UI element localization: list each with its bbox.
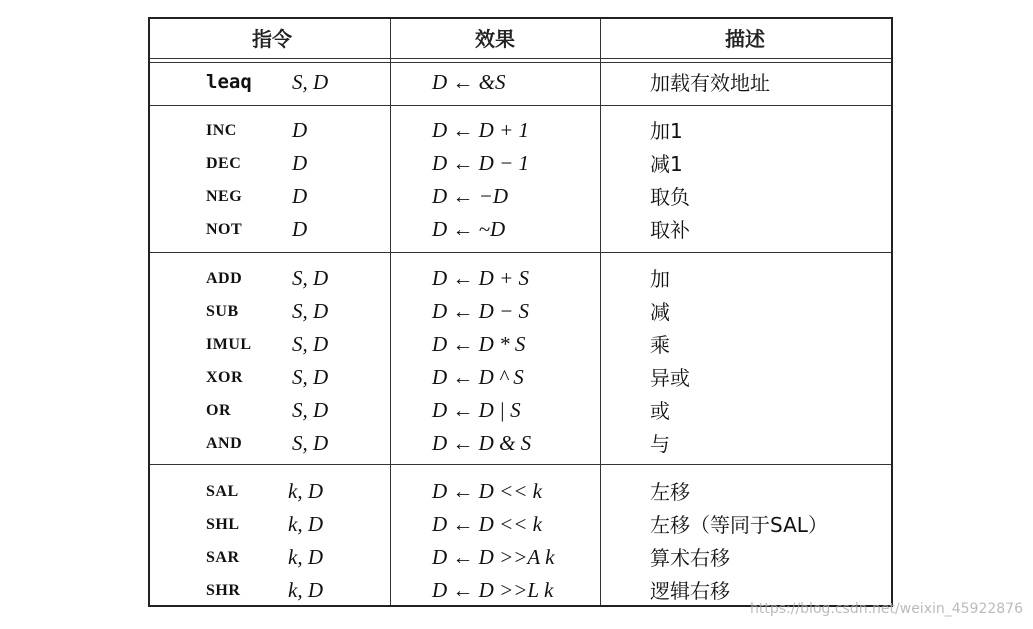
description: 左移	[650, 480, 690, 504]
description: 加	[650, 267, 670, 291]
header-instruction: 指令	[252, 27, 292, 51]
effect: D ← ~D	[432, 217, 506, 241]
mnemonic: SHR	[206, 582, 241, 599]
effect: D ← D | S	[432, 398, 521, 422]
mnemonic: AND	[206, 435, 243, 452]
operands: k, D	[288, 578, 323, 602]
operands: S, D	[292, 266, 329, 290]
description: 逻辑右移	[650, 579, 730, 603]
description: 或	[650, 399, 670, 423]
mnemonic: SUB	[206, 303, 239, 320]
mnemonic: OR	[206, 402, 231, 419]
effect: D ← D >>L k	[432, 578, 554, 602]
operands: D	[292, 151, 308, 175]
mnemonic: ADD	[206, 270, 243, 287]
header-description: 描述	[725, 27, 765, 51]
header-divider	[150, 58, 891, 59]
description: 加载有效地址	[650, 71, 770, 95]
description: 异或	[650, 366, 690, 390]
effect: D ← D + 1	[432, 118, 530, 142]
effect: D ← D − 1	[432, 151, 530, 175]
operands: D	[292, 217, 308, 241]
operands: k, D	[288, 512, 323, 536]
description: 减1	[650, 152, 683, 176]
mnemonic: SAR	[206, 549, 240, 566]
mnemonic: IMUL	[206, 336, 252, 353]
effect: D ← D − S	[432, 299, 530, 323]
watermark-text: https://blog.csdn.net/weixin_45922876	[749, 601, 1023, 617]
operands: D	[292, 118, 308, 142]
operands: S, D	[292, 431, 329, 455]
mnemonic: NOT	[206, 221, 243, 238]
group-divider	[150, 464, 891, 465]
mnemonic: DEC	[206, 155, 242, 172]
effect: D ← D ^ S	[432, 365, 524, 389]
description: 取负	[650, 185, 690, 209]
effect: D ← D << k	[432, 479, 542, 503]
operands: k, D	[288, 545, 323, 569]
header-effect: 效果	[475, 27, 515, 51]
mnemonic: NEG	[206, 188, 243, 205]
effect: D ← −D	[432, 184, 509, 208]
mnemonic: SAL	[206, 483, 239, 500]
operands: D	[292, 184, 308, 208]
column-divider	[600, 19, 601, 605]
mnemonic: INC	[206, 122, 237, 139]
operands: S, D	[292, 70, 329, 94]
description: 加1	[650, 119, 683, 143]
description: 与	[650, 432, 670, 456]
operands: k, D	[288, 479, 323, 503]
description: 乘	[650, 333, 670, 357]
operands: S, D	[292, 299, 329, 323]
description: 算术右移	[650, 546, 730, 570]
operands: S, D	[292, 365, 329, 389]
effect: D ← &S	[432, 70, 506, 94]
effect: D ← D + S	[432, 266, 530, 290]
effect: D ← D * S	[432, 332, 526, 356]
mnemonic: leaq	[206, 71, 252, 93]
instruction-table	[148, 17, 893, 607]
description: 取补	[650, 218, 690, 242]
column-divider	[390, 19, 391, 605]
group-divider	[150, 105, 891, 106]
description: 左移（等同于SAL）	[650, 513, 828, 537]
effect: D ← D << k	[432, 512, 542, 536]
effect: D ← D & S	[432, 431, 532, 455]
mnemonic: SHL	[206, 516, 240, 533]
group-divider	[150, 252, 891, 253]
operands: S, D	[292, 398, 329, 422]
description: 减	[650, 300, 670, 324]
effect: D ← D >>A k	[432, 545, 555, 569]
operands: S, D	[292, 332, 329, 356]
mnemonic: XOR	[206, 369, 244, 386]
